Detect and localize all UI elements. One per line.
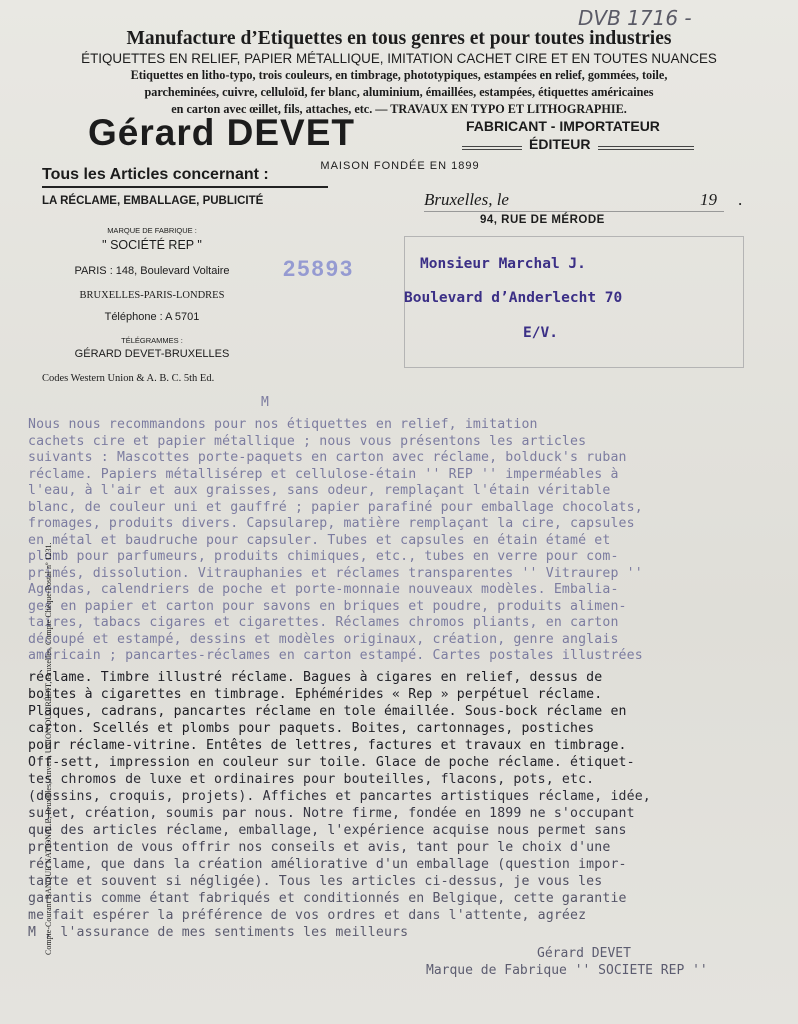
signature-brand: Marque de Fabrique '' SOCIETE REP ''	[426, 963, 708, 978]
header-line4: parcheminées, cuivre, celluloïd, fer blanc, aluminium, émaillées, estampées, étiquettes américaines	[144, 85, 654, 99]
sidebar-paris: PARIS : 148, Boulevard Voltaire	[74, 265, 230, 277]
body-line: suivants : Mascottes porte-paquets en carton avec réclame, bolduck's ruban	[28, 450, 627, 465]
margin-bank-note: Compte-Courant BANQUE NATIONALE, Bruxelles, Anvers, UNION DU CRÉDIT, Bruxelles, Compte Chèque-Postal nº 1231.	[44, 542, 53, 955]
body-line: Plaques, cadrans, pancartes réclame en tole émaillée. Sous-bock réclame en	[28, 704, 627, 719]
sidebar-telephone: Téléphone : A 5701	[104, 311, 200, 323]
body-line: l'eau, à l'air et aux graisses, sans odeur, remplaçant l'étain véritable	[28, 483, 611, 498]
body-line: en métal et baudruche pour capsuler. Tubes et capsules en étain étamé et	[28, 532, 611, 548]
body-line: Nous nous recommandons pour nos étiquettes en relief, imitation	[28, 417, 538, 432]
archive-mark: DVB 1716 -	[578, 6, 692, 30]
dateline-street: 94, RUE DE MÉRODE	[480, 214, 605, 226]
recipient-street: Boulevard d’Anderlecht 70	[404, 290, 623, 306]
body-line: carton. Scellés et plombs pour paquets. Boites, cartonnages, postiches	[28, 721, 595, 736]
body-line: M , l'assurance de mes sentiments les meilleurs	[28, 925, 409, 940]
body-line: réclame, que dans la création améliorative d'un emballage (question impor-	[28, 857, 627, 872]
header-title: Manufacture d’Etiquettes en tous genres et pour toutes industries	[126, 28, 672, 49]
sidebar-reclame: LA RÉCLAME, EMBALLAGE, PUBLICITÉ	[42, 195, 264, 207]
sidebar-telegrammes: GÉRARD DEVET-BRUXELLES	[74, 348, 230, 360]
body-line: ges en papier et carton pour savons en briques et poudre, produits alimen-	[28, 598, 627, 614]
sidebar-telegrammes-label: TÉLÉGRAMMES :	[121, 336, 183, 345]
body-line: (dessins, croquis, projets). Affiches et pancartes artistiques réclame, idée,	[28, 789, 651, 804]
editeur-rule-left-2	[462, 149, 522, 150]
editeur-rule-right-2	[598, 149, 694, 150]
body-line: garantis comme étant fabriqués et conditionnés en Belgique, cette garantie	[28, 891, 627, 906]
body-line: prétention de vous offrir nos conseils et avis, tant pour le choix d'une	[28, 840, 611, 855]
recipient-name: Monsieur Marchal J.	[420, 256, 586, 272]
body-line: plomb pour parfumeurs, produits chimiques, etc., tubes en verre pour com-	[28, 549, 619, 564]
ink-stamp: 25893	[283, 256, 355, 281]
body-line: pour réclame-vitrine. Entêtes de lettres, factures et travaux en timbrage.	[28, 738, 627, 753]
founded-label: MAISON FONDÉE EN 1899	[320, 160, 480, 172]
fabricant-label: FABRICANT - IMPORTATEUR	[466, 118, 660, 134]
sidebar-title: Tous les Articles concernant :	[42, 166, 269, 183]
body-line: fromages, produits divers. Capsularep, matière remplaçant la cire, capsules	[28, 516, 635, 531]
sidebar-marque-label: MARQUE DE FABRIQUE :	[107, 226, 197, 235]
body-line: taires, tabacs cigares et cigarettes. Réclames chromos pliants, en carton	[28, 615, 619, 630]
header-subtitle: ÉTIQUETTES EN RELIEF, PAPIER MÉTALLIQUE, IMITATION CACHET CIRE ET EN TOUTES NUANCES	[81, 51, 717, 66]
body-line: boites à cigarettes en timbrage. Ephémérides « Rep » perpétuel réclame.	[28, 687, 603, 702]
dateline-place: Bruxelles, le	[424, 190, 509, 209]
body-line: tes chromos de luxe et ordinaires pour bouteilles, flacons, pots, etc.	[28, 772, 595, 787]
body-line: blanc, de couleur uni et gauffré ; papier parafiné pour emballage chocolats,	[28, 499, 643, 515]
body-line: Agendas, calendriers de poche et porte-monnaie nouveaux modèles. Embalia-	[28, 582, 619, 597]
editeur-rule-right	[598, 146, 694, 147]
body-line: réclame. Timbre illustré réclame. Bagues à cigares en relief, dessus de	[28, 670, 603, 685]
dateline-dot: .	[738, 190, 743, 209]
header-line3: Etiquettes en litho-typo, trois couleurs, en timbrage, phototypiques, estampées en relief, gommées, toile,	[130, 68, 668, 82]
company-name: Gérard DEVET	[88, 112, 355, 153]
editeur-label: ÉDITEUR	[529, 136, 591, 152]
body-line: cachets cire et papier métallique ; nous vous présentons les articles	[28, 433, 587, 449]
salutation: M	[261, 395, 269, 410]
body-line: américain ; pancartes-réclames en carton estampé. Cartes postales illustrées	[28, 648, 643, 663]
header-line5: en carton avec œillet, fils, attaches, etc. — TRAVAUX EN TYPO ET LITHOGRAPHIE.	[171, 102, 627, 116]
body-line: me fait espérer la préférence de vos ordres et dans l'attente, agréez	[28, 908, 587, 923]
recipient-city: E/V.	[523, 325, 558, 341]
dateline-rule	[424, 211, 724, 212]
body-line: tante et souvent si négligée). Tous les articles ci-dessus, je vous les	[28, 874, 603, 889]
dateline-year: 19	[700, 190, 717, 209]
sidebar-codes: Codes Western Union & A. B. C. 5th Ed.	[42, 373, 215, 384]
signature-name: Gérard DEVET	[537, 946, 631, 961]
body-line: que des articles réclame, emballage, l'expérience acquise nous permet sans	[28, 823, 627, 838]
sidebar-title-rule	[42, 186, 328, 188]
sidebar-cities: BRUXELLES-PARIS-LONDRES	[79, 290, 225, 301]
body-line: réclame. Papiers métallisérep et cellulose-étain '' REP '' imperméables à	[28, 466, 619, 482]
body-line: sujet, création, soumis par nous. Notre firme, fondée en 1899 ne s'occupant	[28, 806, 635, 821]
sidebar-societe: " SOCIÉTÉ REP "	[102, 238, 202, 252]
body-line: découpé et estampé, dessins et modèles originaux, création, genre anglais	[28, 631, 619, 647]
body-line: primés, dissolution. Vitrauphanies et réclames transparentes '' Vitraurep ''	[28, 565, 643, 581]
editeur-rule-left	[462, 146, 522, 147]
body-line: Off-sett, impression en couleur sur toile. Glace de poche réclame. étiquet-	[28, 755, 635, 770]
